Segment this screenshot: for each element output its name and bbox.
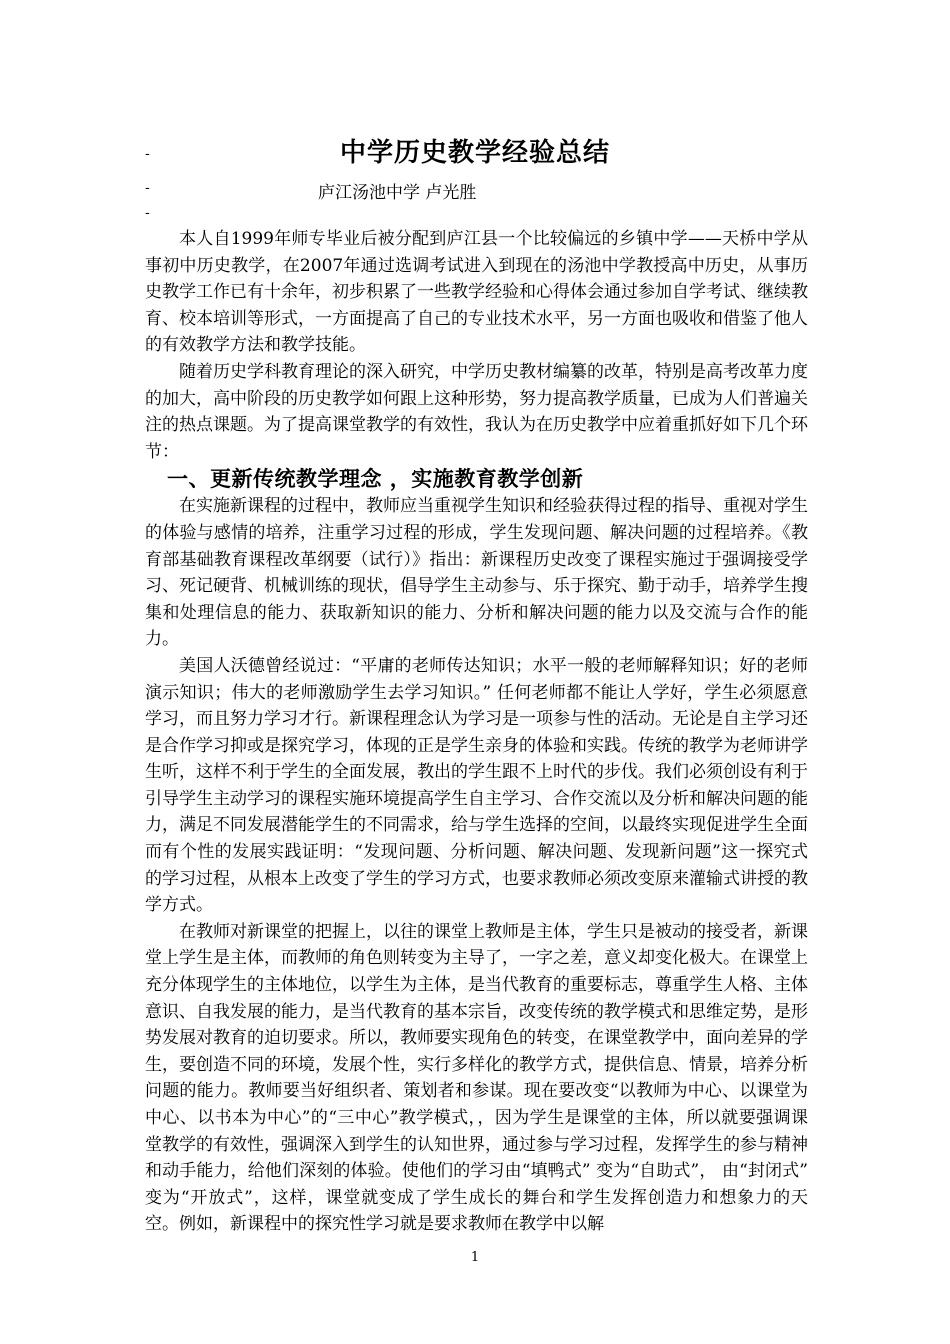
body-paragraph: 随着历史学科教育理论的深入研究，中学历史教材编纂的改革，特别是高考改革力度的加大，高中阶段的历史教学如何跟上这种形势，努力提高教学质量，已成为人们普遍关注的热点课题。为了提高课堂教学的有效性，我认为在历史教学中应着重抓好如下几个环节： (145, 361, 808, 462)
section-paragraph: 美国人沃德曾经说过：“平庸的老师传达知识；水平一般的老师解释知识；好的老师演示知识；伟大的老师激励学生去学习知识。” 任何老师都不能让人学好，学生必须愿意学习，而且努力学习才行。新课程理念认为学习是一项参与性的活动。无论是自主学习还是合作学习抑或是探究学习，体现的正是学生亲身的体验和实践。传统的教学为老师讲学生听，这样不利于学生的全面发展，教出的学生跟不上时代的步伐。我们必须创设有利于引导学生主动学习的课程实施环境提高学生自主学习、合作交流以及分析和解决问题的能力，满足不同发展潜能学生的不同需求，给与学生选择的空间，以最终实现促进学生全面而有个性的发展实践证明：“发现问题、分析问题、解决问题、发现新问题”这一探究式的学习过程，从根本上改变了学生的学习方式，也要求教师必须改变原来灌输式讲授的教学方式。 (145, 655, 808, 916)
section-paragraph: 在教师对新课堂的把握上，以往的课堂上教师是主体，学生只是被动的接受者，新课堂上学生是主体，而教师的角色则转变为主导了，一字之差，意义却变化极大。在课堂上充分体现学生的主体地位，以学生为主体，是当代教育的重要标志，尊重学生人格、主体意识、自我发展的能力，是当代教育的基本宗旨，改变传统的教学模式和思维定势，是形势发展对教育的迫切要求。所以，教师要实现角色的转变，在课堂教学中，面向差异的学生，要创造不同的环境，发展个性，实行多样化的教学方式，提供信息、情景，培养分析问题的能力。教师要当好组织者、策划者和参谋。现在要改变“以教师为中心、以课堂为中心、以书本为中心”的“三中心”教学模式，，因为学生是课堂的主体，所以就要强调课堂教学的有效性，强调深入到学生的认知世界，通过参与学习过程，发挥学生的参与精神和动手能力，给他们深刻的体验。使他们的学习由“填鸭式” 变为“自助式”， 由“封闭式” 变为“开放式”，这样，课堂就变成了学生成长的舞台和学生发挥创造力和想象力的天空。例如，新课程中的探究性学习就是要求教师在教学中以解 (145, 921, 808, 1235)
section-heading: 一、更新传统教学理念 ，实施教育教学创新 (167, 466, 584, 492)
line-marker: - (145, 146, 150, 162)
document-title: 中学历史教学经验总结 (339, 138, 610, 168)
line-marker: - (145, 180, 150, 196)
document-author: 庐江汤池中学 卢光胜 (318, 183, 477, 203)
page-number: 1 (470, 1250, 480, 1265)
section-paragraph: 在实施新课程的过程中，教师应当重视学生知识和经验获得过程的指导、重视对学生的体验与感情的培养，注重学习过程的形成，学生发现问题、解决问题的过程培养。《教育部基础教育课程改革纲要（试行）》指出：新课程历史改变了课程实施过于强调接受学习、死记硬背、机械训练的现状，倡导学生主动参与、乐于探究、勤于动手，培养学生搜集和处理信息的能力、获取新知识的能力、分析和解决问题的能力以及交流与合作的能力。 (145, 496, 808, 650)
line-marker: - (145, 205, 150, 221)
body-paragraph: 本人自1999年师专毕业后被分配到庐江县一个比较偏远的乡镇中学——天桥中学从事初中历史教学，在2007年通过选调考试进入到现在的汤池中学教授高中历史，从事历史教学工作已有十余年，初步积累了一些教学经验和心得体会通过参加自学考试、继续教育、校本培训等形式，一方面提高了自己的专业技术水平，另一方面也吸收和借鉴了他人的有效教学方法和教学技能。 (145, 229, 808, 356)
document-body (145, 226, 808, 1238)
